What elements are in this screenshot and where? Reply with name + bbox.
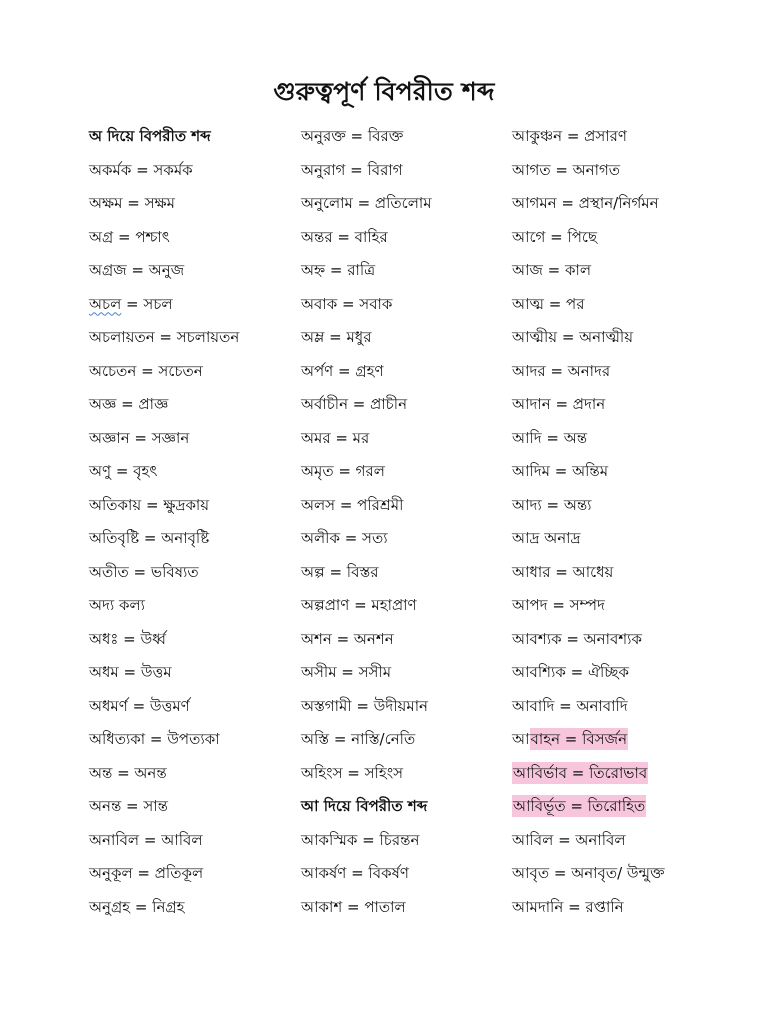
word-pair: অল্প = বিস্তর (301, 562, 379, 581)
word-pair: আকস্মিক = চিরন্তন (301, 830, 420, 849)
section-heading: আ দিয়ে বিপরীত শব্দ (301, 797, 428, 815)
word-pair: আদ্য = অন্ত্য (512, 495, 592, 514)
word-pair: অলস = পরিশ্রমী (301, 495, 404, 514)
word-pair: অনুরক্ত = বিরক্ত (301, 127, 404, 145)
word-pair: অর্বাচীন = প্রাচীন (301, 395, 408, 413)
word-pair (512, 757, 737, 791)
word-pair: অতীত = ভবিষ্যত (89, 562, 199, 581)
word-pair: আপদ = সম্পদ (512, 596, 605, 614)
word-pair: আজ = কাল (512, 261, 592, 279)
word-pair: অধিত্যকা = উপত্যকা (89, 730, 220, 748)
word-pair: আগমন = প্রস্থান/নির্গমন (512, 194, 659, 212)
word-remainder: = সচল (121, 294, 173, 313)
word-pair (512, 723, 737, 757)
section-heading: অ দিয়ে বিপরীত শব্দ (89, 127, 211, 145)
word-pair: আকর্ষণ = বিকর্ষণ (301, 864, 409, 882)
word-pair: অলীক = সত্য (301, 529, 388, 547)
column-1 (89, 120, 314, 924)
word-pair: অনুগ্রহ = নিগ্রহ (89, 897, 185, 916)
word-pair: আবাদি = অনাবাদি (512, 696, 628, 715)
word-pair: অর্পণ = গ্রহণ (301, 361, 384, 380)
word-pair: অন্তর = বাহির (301, 227, 388, 246)
word-pair: অধমর্ণ = উত্তমর্ণ (89, 696, 190, 715)
word-pair: অদ্য কল্য (89, 596, 146, 614)
column-3 (512, 120, 737, 924)
word-columns (89, 120, 729, 930)
word-pair: অচেতন = সচেতন (89, 361, 203, 380)
word-pair: আবশ্যিক = ঐচ্ছিক (512, 663, 629, 681)
word-pair: অধঃ = উর্ধ্ব (89, 629, 166, 648)
word-pair: আমদানি = রপ্তানি (512, 897, 624, 916)
word-pair (89, 288, 314, 322)
word-pair: আবৃত = অনাবৃত/ উন্মুক্ত (512, 864, 665, 882)
word-pair: অহিংস = সহিংস (301, 763, 404, 782)
word-pair: অমৃত = গরল (301, 462, 385, 480)
word-pair: আগত = অনাগত (512, 160, 621, 179)
word-pair: অধম = উত্তম (89, 663, 172, 681)
word-pair: অজ্ঞ = প্রাজ্ঞ (89, 395, 169, 413)
word-pair: আত্মীয় = অনাত্মীয় (512, 328, 634, 346)
highlighted-text: বাহন = বিসর্জন (530, 730, 628, 748)
word-pair: আদর = অনাদর (512, 361, 611, 380)
word-pair: অল্পপ্রাণ = মহাপ্রাণ (301, 596, 417, 614)
word-pair: অনুলোম = প্রতিলোম (301, 194, 432, 212)
word-pair: অতিবৃষ্টি = অনাবৃষ্টি (89, 529, 210, 547)
word-pair: অবাক = সবাক (301, 294, 393, 313)
word-pair: আদি = অন্ত (512, 428, 588, 447)
word-pair: আগে = পিছে (512, 227, 598, 246)
word-pair: অকর্মক = সকর্মক (89, 160, 193, 179)
word-pair: আকাশ = পাতাল (301, 897, 406, 916)
word-pair: আবিল = অনাবিল (512, 830, 626, 849)
word-pair: অমর = মর (301, 428, 370, 447)
word-pair: আধার = আধেয় (512, 562, 614, 581)
word-pair: অন্ত = অনন্ত (89, 763, 167, 782)
word-pair: অনাবিল = আবিল (89, 830, 203, 849)
page-title: গুরুত্বপূর্ণ বিপরীত শব্দ (273, 77, 495, 106)
word-pair: অসীম = সসীম (301, 663, 392, 681)
word-pair: অম্ল = মধুর (301, 328, 372, 346)
word-pair: অণু = বৃহৎ (89, 462, 158, 480)
word-pair: আদিম = অন্তিম (512, 462, 609, 480)
word-pair: অচলায়তন = সচলায়তন (89, 328, 240, 346)
word-pair: অনুকূল = প্রতিকূল (89, 864, 204, 882)
highlighted-text: আবির্ভূত = তিরোহিত (513, 797, 646, 815)
word-pair: অহ্ন = রাত্রি (301, 261, 376, 279)
word-pair: আবশ্যক = অনাবশ্যক (512, 629, 643, 648)
word-pair: অনন্ত = সান্ত (89, 797, 168, 815)
word-pair: অস্তগামী = উদীয়মান (301, 696, 429, 715)
highlighted-text: আবির্ভাব = তিরোভাব (513, 763, 648, 782)
word-prefix: আ (512, 730, 530, 748)
word-pair: অস্তি = নাস্তি/নেতি (301, 730, 416, 748)
word-pair: আদ্র অনাদ্র (512, 529, 581, 547)
word-pair: অগ্রজ = অনুজ (89, 261, 185, 279)
word-pair: অশন = অনশন (301, 629, 394, 648)
word-pair: আদান = প্রদান (512, 395, 606, 413)
word-pair: অক্ষম = সক্ষম (89, 194, 175, 212)
word-pair: অতিকায় = ক্ষুদ্রকায় (89, 495, 210, 514)
word-pair: আকুঞ্চন = প্রসারণ (512, 127, 627, 145)
word-pair: অনুরাগ = বিরাগ (301, 160, 403, 179)
word-pair: অগ্র = পশ্চাৎ (89, 227, 170, 246)
word-pair (512, 790, 737, 824)
spellcheck-word: অচল (89, 294, 122, 313)
word-pair: অজ্ঞান = সজ্ঞান (89, 428, 190, 447)
word-pair: আত্ম = পর (512, 294, 585, 313)
column-2 (301, 120, 526, 924)
